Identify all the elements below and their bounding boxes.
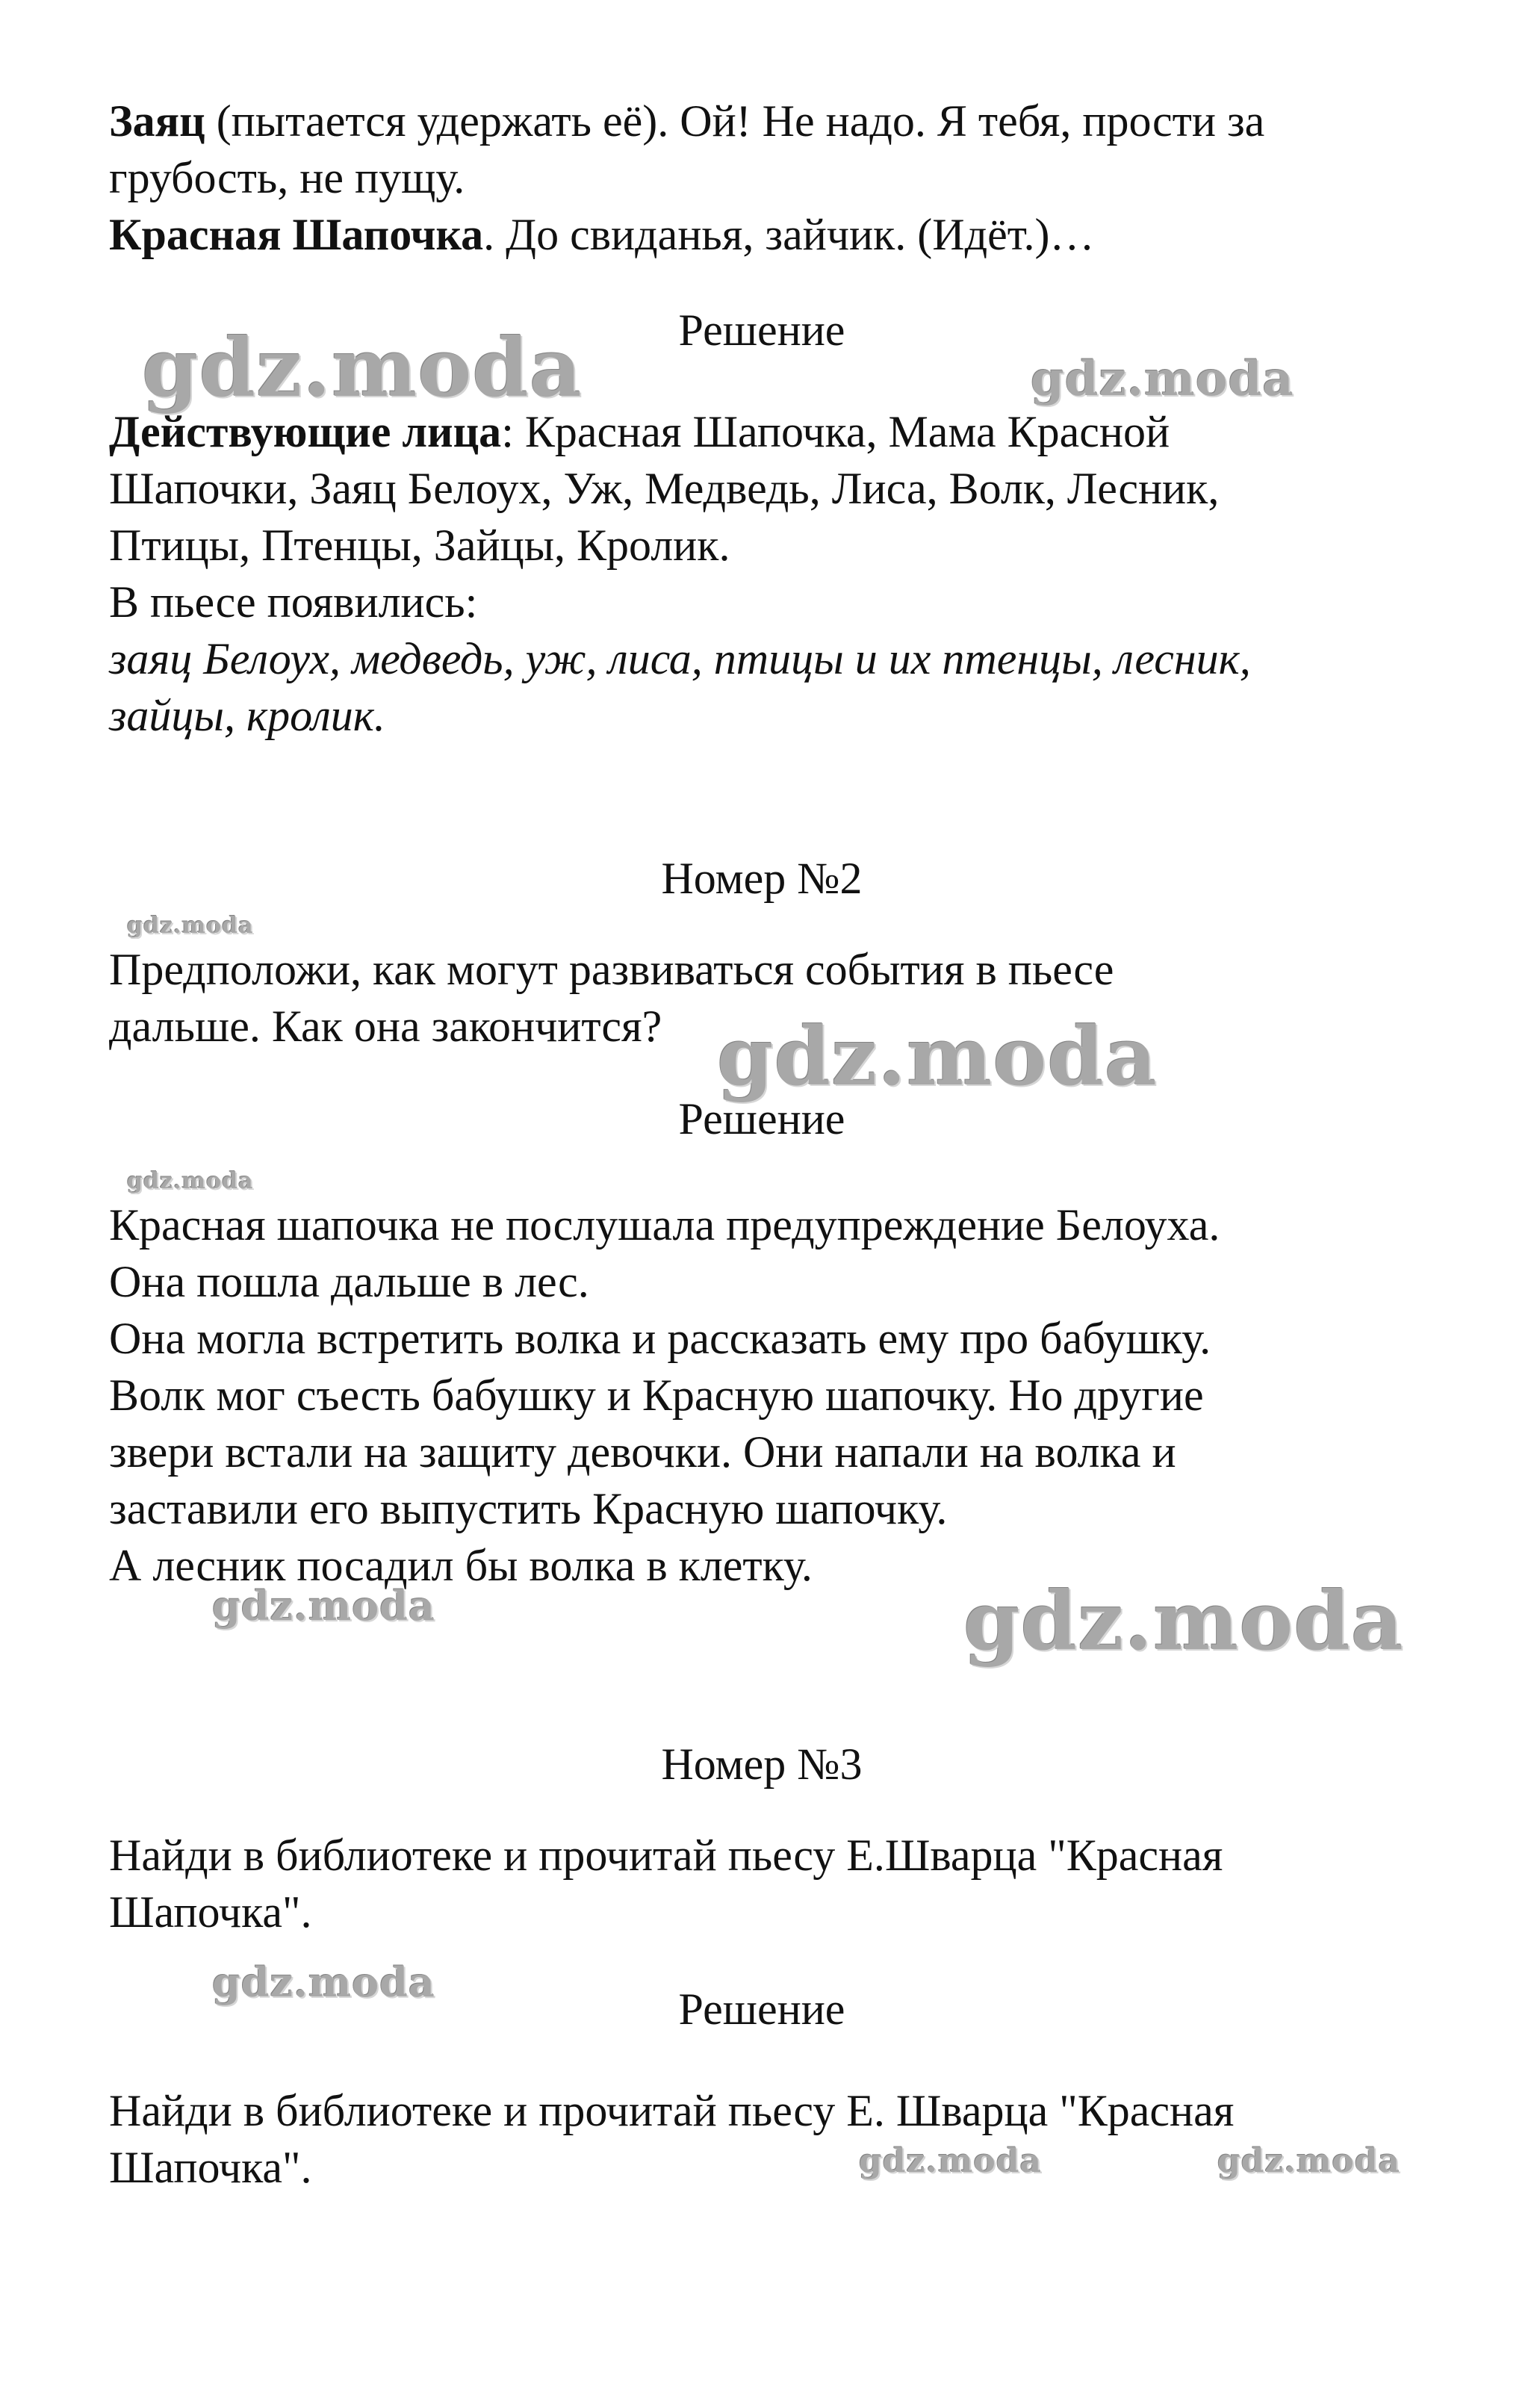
answer-line: Она пошла дальше в лес. bbox=[109, 1257, 589, 1306]
dialog-text: (пытается удержать её). Ой! Не надо. Я тебя, прости за bbox=[205, 96, 1265, 146]
answer-line: звери встали на защиту девочки. Они напали на волка и bbox=[109, 1427, 1176, 1477]
task-question: Найди в библиотеке и прочитай пьесу Е.Шварца "Красная bbox=[109, 1831, 1223, 1880]
answer-line: Шапочка". bbox=[109, 2143, 312, 2192]
task-heading: Номер №3 bbox=[661, 1739, 863, 1789]
answer-line: Найди в библиотеке и прочитай пьесу Е. Шварца "Красная bbox=[109, 2086, 1235, 2135]
solution-heading: Решение bbox=[678, 1984, 845, 2034]
cast-line: Шапочки, Заяц Белоух, Уж, Медведь, Лиса, Волк, Лесник, bbox=[109, 464, 1220, 513]
answer-line: А лесник посадил бы волка в клетку. bbox=[109, 1541, 813, 1590]
answer-line: заставили его выпустить Красную шапочку. bbox=[109, 1484, 948, 1533]
answer-line: Волк мог съесть бабушку и Красную шапочку. Но другие bbox=[109, 1371, 1204, 1420]
dialog-text: . До свиданья, зайчик. (Идёт.)… bbox=[483, 210, 1095, 259]
appeared-list: зайцы, кролик. bbox=[109, 691, 385, 740]
dialog-line-hare bbox=[109, 93, 1264, 149]
answer-line: Красная шапочка не послушала предупреждение Белоуха. bbox=[109, 1200, 1220, 1250]
watermark-logo: gdz.moda bbox=[127, 913, 254, 939]
answer-line: Она могла встретить волка и рассказать ему про бабушку. bbox=[109, 1314, 1211, 1363]
watermark-logo: gdz.moda bbox=[1031, 351, 1294, 407]
watermark-logo: gdz.moda bbox=[142, 321, 583, 415]
cast-text: : Красная Шапочка, Мама Красной bbox=[501, 407, 1170, 456]
appeared-list: заяц Белоух, медведь, уж, лиса, птицы и их птенцы, лесник, bbox=[109, 634, 1251, 683]
watermark-logo: gdz.moda bbox=[212, 1582, 435, 1630]
dialog-line-continuation: грубость, не пущу. bbox=[109, 153, 465, 202]
appeared-label: В пьесе появились: bbox=[109, 577, 478, 627]
solution-heading: Решение bbox=[678, 1094, 845, 1143]
dialog-line-red-riding-hood bbox=[109, 206, 1094, 263]
speaker-red-riding-hood: Красная Шапочка bbox=[109, 210, 484, 259]
speaker-hare: Заяц bbox=[109, 96, 205, 146]
watermark-logo: gdz.moda bbox=[127, 1168, 254, 1194]
watermark-logo: gdz.moda bbox=[963, 1574, 1404, 1669]
watermark-logo: gdz.moda bbox=[717, 1010, 1158, 1104]
task-question: Предположи, как могут развиваться события в пьесе bbox=[109, 945, 1114, 994]
task-heading: Номер №2 bbox=[661, 854, 863, 903]
task-question: дальше. Как она закончится? bbox=[109, 1002, 662, 1051]
task-question: Шапочка". bbox=[109, 1887, 312, 1937]
watermark-logo: gdz.moda bbox=[1217, 2142, 1401, 2180]
watermark-logo: gdz.moda bbox=[212, 1958, 435, 2006]
watermark-logo: gdz.moda bbox=[859, 2142, 1043, 2180]
solution-heading: Решение bbox=[678, 305, 845, 355]
cast-label: Действующие лица bbox=[109, 407, 502, 456]
cast-line: Птицы, Птенцы, Зайцы, Кролик. bbox=[109, 521, 730, 570]
